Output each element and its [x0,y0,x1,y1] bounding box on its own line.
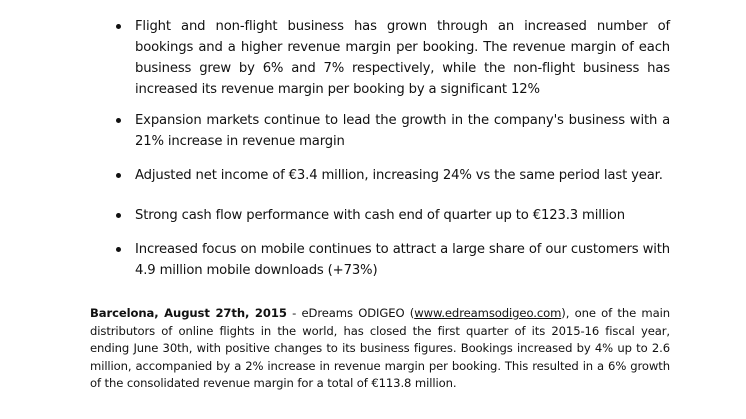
highlight-text: Expansion markets continue to lead the growth in the company's business with a 21% increase in revenue margin [135,113,670,149]
highlight-item [135,110,670,152]
press-release-paragraph [90,305,670,393]
bullet-icon [116,24,121,29]
bullet-icon [116,213,121,218]
highlight-item [135,205,670,226]
bullet-icon [116,247,121,252]
press-separator: - eDreams ODIGEO ( [286,306,415,320]
highlight-item [135,165,670,186]
highlight-item [135,239,670,281]
bullet-icon [116,118,121,123]
press-body: ), one of the main distributors of online flights in the world, has closed the first quarter of its 2015-16 fiscal year, ending June 30th, with positive changes to its business figures. Bookings increased by 4% up to 2.6 million, accompanied by a 2% increase in revenue margin per booking. This resulted in a 6% growth of the consolidated revenue margin for a total of €113.8 million. [90,306,670,390]
highlight-text: Adjusted net income of €3.4 million, increasing 24% vs the same period last year. [135,168,663,183]
bullet-icon [116,173,121,178]
highlight-text: Flight and non-flight business has grown through an increased number of bookings and a higher revenue margin per booking. The revenue margin of each business grew by 6% and 7% respectively, while the non-flight business has increased its revenue margin per booking by a significant 12% [135,19,670,97]
dateline: Barcelona, August 27th, 2015 [90,306,287,320]
highlight-item [135,16,670,100]
highlight-text: Strong cash flow performance with cash end of quarter up to €123.3 million [135,208,625,223]
company-website-link[interactable]: www.edreamsodigeo.com [414,306,562,320]
highlight-text: Increased focus on mobile continues to attract a large share of our customers with 4.9 million mobile downloads (+73%) [135,242,670,278]
